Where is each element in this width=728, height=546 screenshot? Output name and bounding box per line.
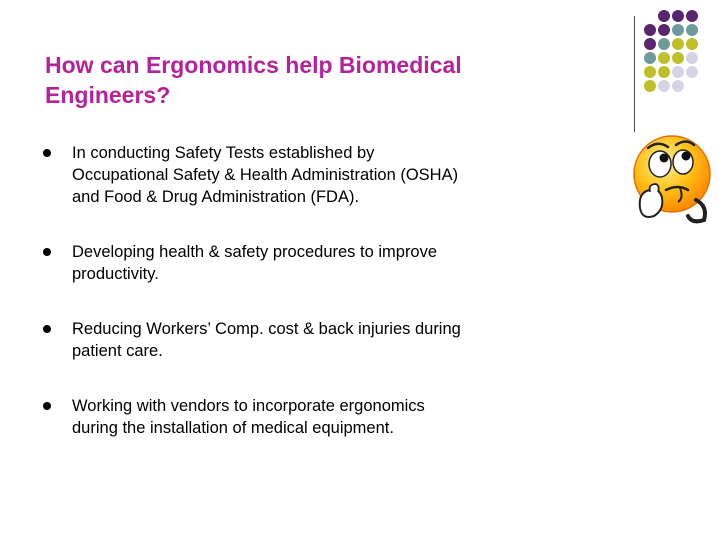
bullet-item (42, 142, 572, 208)
bullet-dot-icon (43, 402, 51, 410)
decorative-dot (672, 80, 684, 92)
decorative-divider-line (634, 16, 635, 132)
decorative-dot (686, 24, 698, 36)
decorative-dot (658, 24, 670, 36)
bullet-item (42, 241, 572, 285)
bullet-dot-icon (43, 325, 51, 333)
decorative-dot (672, 24, 684, 36)
decorative-dot (644, 66, 656, 78)
decorative-dot (686, 66, 698, 78)
bullet-text: Working with vendors to incorporate ergonomics during the installation of medical equipment. (72, 397, 425, 437)
bullet-list (42, 142, 572, 439)
slide-title: How can Ergonomics help Biomedical Engineers? (45, 52, 462, 108)
bullet-text: Reducing Workers’ Comp. cost & back injuries during patient care. (72, 320, 461, 360)
decorative-dot (658, 80, 670, 92)
bullet-dot-icon (43, 149, 51, 157)
decorative-dot (658, 52, 670, 64)
decorative-dot (644, 38, 656, 50)
decorative-dot (672, 66, 684, 78)
decorative-dot (644, 80, 656, 92)
bullet-text: In conducting Safety Tests established by Occupational Safety & Health Administration (OSHA) and Food & Drug Administration (FDA). (72, 144, 459, 206)
decorative-dot (672, 38, 684, 50)
decorative-dot (658, 38, 670, 50)
decorative-dot (686, 52, 698, 64)
bullet-text: Developing health & safety procedures to improve productivity. (72, 243, 438, 283)
bullet-dot-icon (43, 248, 51, 256)
decorative-dot (686, 38, 698, 50)
decorative-dot (644, 24, 656, 36)
bullet-item (42, 318, 572, 362)
decorative-dot (644, 52, 656, 64)
bullet-item (42, 395, 572, 439)
decorative-dot (686, 10, 698, 22)
decorative-dot (658, 10, 670, 22)
thinking-smiley-icon (620, 128, 720, 228)
decorative-dot (672, 10, 684, 22)
decorative-dot (658, 66, 670, 78)
decorative-dot (672, 52, 684, 64)
